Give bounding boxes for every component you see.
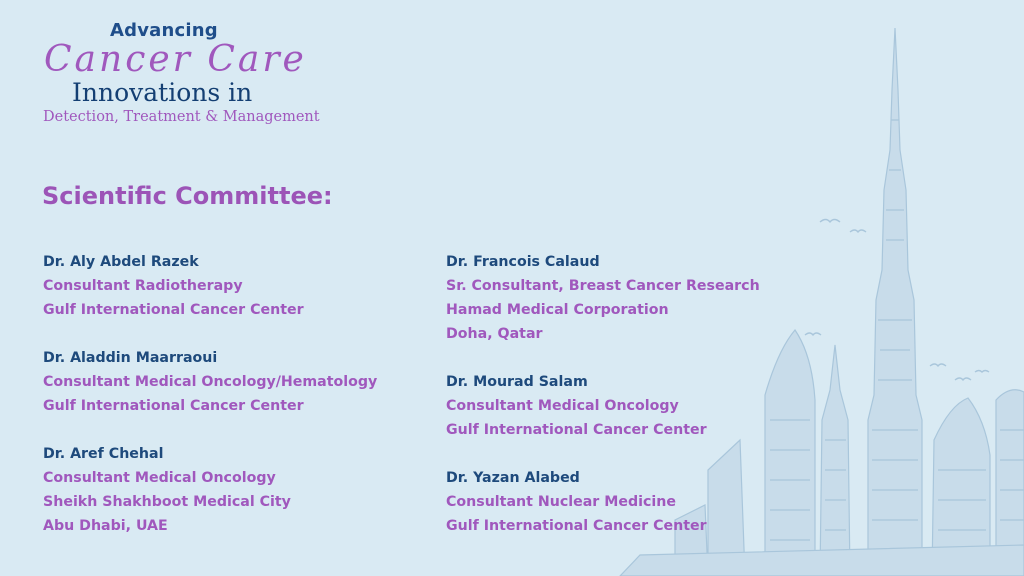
member-detail: Gulf International Cancer Center xyxy=(43,302,304,318)
committee-member xyxy=(446,466,760,538)
logo-advancing: Advancing xyxy=(110,20,218,41)
committee-member xyxy=(446,250,760,346)
logo-innovations: Innovations in xyxy=(72,78,253,107)
committee-column-left xyxy=(43,250,377,562)
member-name: Dr. Mourad Salam xyxy=(446,374,588,390)
committee-member xyxy=(446,370,760,442)
member-detail: Sheikh Shakhboot Medical City xyxy=(43,494,291,510)
member-name: Dr. Francois Calaud xyxy=(446,254,600,270)
member-detail: Gulf International Cancer Center xyxy=(43,398,304,414)
member-detail: Consultant Radiotherapy xyxy=(43,278,243,294)
member-name: Dr. Aref Chehal xyxy=(43,446,164,462)
logo-subtitle: Detection, Treatment & Management xyxy=(43,109,320,125)
member-detail: Doha, Qatar xyxy=(446,326,543,342)
event-logo xyxy=(42,18,332,130)
member-detail: Abu Dhabi, UAE xyxy=(43,518,168,534)
committee-column-right xyxy=(446,250,760,562)
member-detail: Consultant Medical Oncology/Hematology xyxy=(43,374,378,390)
member-detail: Consultant Medical Oncology xyxy=(446,398,679,414)
page-title: Scientific Committee: xyxy=(42,182,333,210)
member-detail: Sr. Consultant, Breast Cancer Research xyxy=(446,278,760,294)
logo-cancer-care: Cancer Care xyxy=(44,39,307,80)
member-detail: Hamad Medical Corporation xyxy=(446,302,669,318)
committee-member xyxy=(43,250,377,322)
committee-member xyxy=(43,346,377,418)
member-detail: Gulf International Cancer Center xyxy=(446,518,707,534)
member-name: Dr. Aly Abdel Razek xyxy=(43,254,199,270)
member-detail: Consultant Medical Oncology xyxy=(43,470,276,486)
member-detail: Gulf International Cancer Center xyxy=(446,422,707,438)
member-name: Dr. Yazan Alabed xyxy=(446,470,580,486)
committee-member xyxy=(43,442,377,538)
member-name: Dr. Aladdin Maarraoui xyxy=(43,350,218,366)
member-detail: Consultant Nuclear Medicine xyxy=(446,494,676,510)
